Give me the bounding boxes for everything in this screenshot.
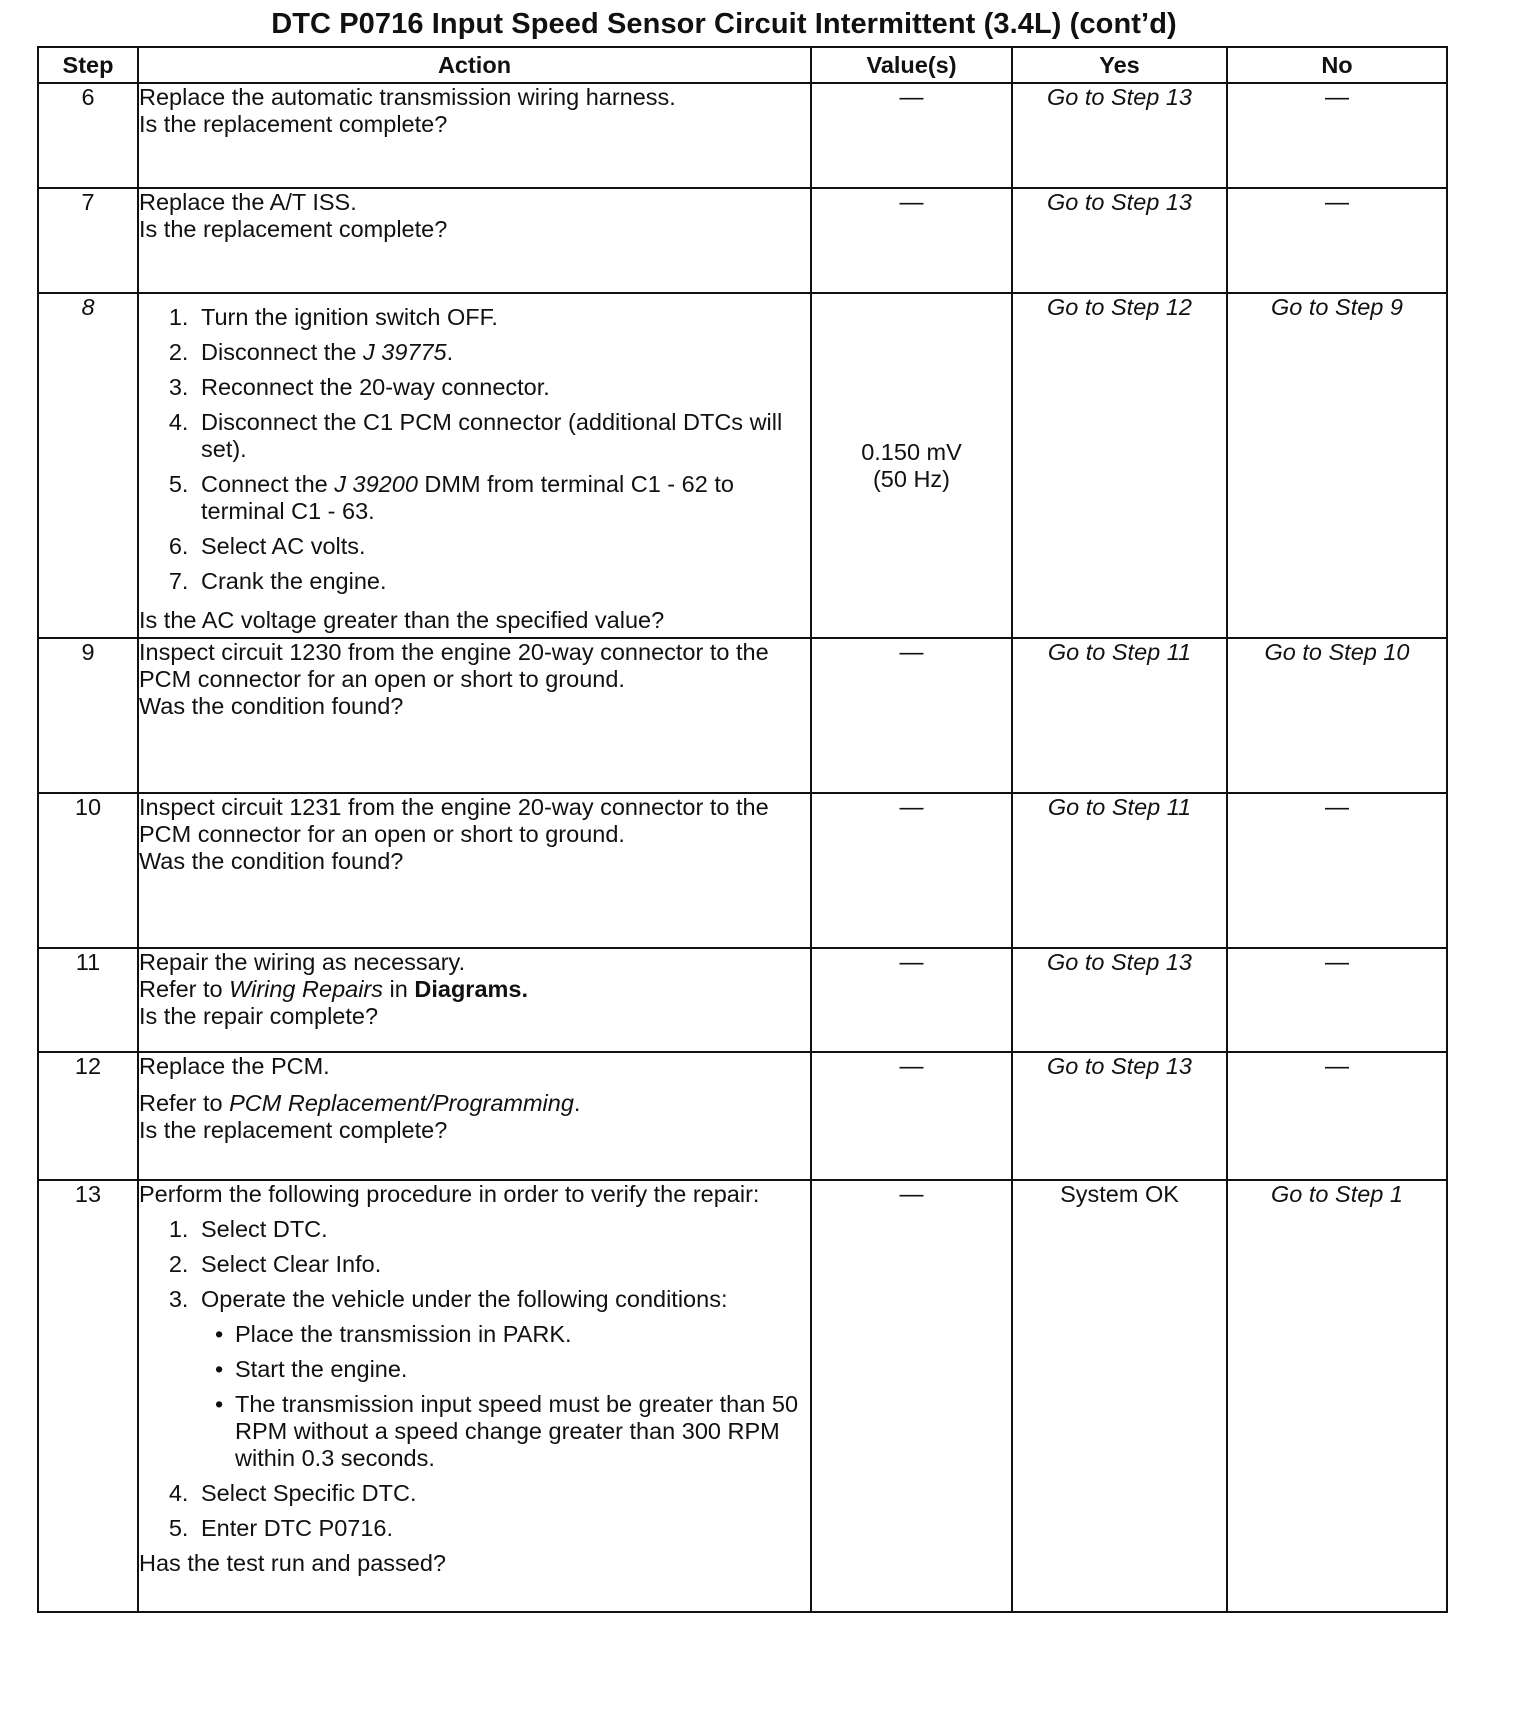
action-cell — [138, 1180, 811, 1612]
step-number: 9 — [38, 638, 138, 793]
no-cell: — — [1227, 948, 1447, 1052]
tool-name: J 39775 — [362, 339, 447, 365]
no-link[interactable]: Go to Step 1 — [1227, 1180, 1447, 1612]
header-no: No — [1227, 47, 1447, 83]
reference-mid: in — [383, 976, 415, 1002]
action-question: Is the replacement complete? — [139, 111, 448, 137]
procedure-list — [139, 1216, 810, 1542]
table-row — [38, 793, 1447, 948]
table-header-row — [38, 47, 1447, 83]
value-cell: — — [811, 1180, 1012, 1612]
list-item: 3. Reconnect the 20-way connector. — [195, 374, 810, 401]
bullet-item: • Start the engine. — [215, 1356, 810, 1383]
table-row — [38, 1180, 1447, 1612]
yes-link[interactable]: Go to Step 13 — [1012, 1052, 1227, 1180]
no-cell: — — [1227, 188, 1447, 293]
list-item: 4. Disconnect the C1 PCM connector (additional DTCs will set). — [195, 409, 810, 463]
value-cell: — — [811, 1052, 1012, 1180]
reference-title: Wiring Repairs — [229, 976, 384, 1002]
list-item: 5. Enter DTC P0716. — [195, 1515, 810, 1542]
list-item: 2. Select Clear Info. — [195, 1251, 810, 1278]
no-cell: — — [1227, 793, 1447, 948]
table-row — [38, 293, 1447, 638]
action-question: Is the repair complete? — [139, 1003, 379, 1029]
action-cell — [138, 1052, 811, 1180]
action-question: Is the replacement complete? — [139, 216, 448, 242]
value-cell — [811, 293, 1012, 638]
step-number: 12 — [38, 1052, 138, 1180]
reference-prefix: Refer to — [139, 1090, 230, 1116]
action-question: Is the replacement complete? — [139, 1117, 448, 1143]
list-item: 2. Disconnect the J 39775. — [195, 339, 810, 366]
action-cell — [138, 188, 811, 293]
reference-suffix: . — [573, 1090, 581, 1116]
action-text: Inspect circuit 1231 from the engine 20-way connector to the PCM connector for an open or short to ground. — [139, 794, 769, 847]
yes-link[interactable]: Go to Step 13 — [1012, 83, 1227, 188]
action-reference — [139, 1090, 810, 1117]
action-text: Replace the PCM. — [139, 1053, 330, 1079]
list-item — [195, 471, 810, 525]
conditions-list — [201, 1321, 810, 1472]
header-step: Step — [38, 47, 138, 83]
list-item-text: DMM from terminal C1 - 62 to terminal C1 - 63. — [201, 471, 734, 524]
yes-result[interactable]: System OK — [1012, 1180, 1227, 1612]
step-number: 13 — [38, 1180, 138, 1612]
no-cell: — — [1227, 83, 1447, 188]
page-title: DTC P0716 Input Speed Sensor Circuit Intermittent (3.4L) (cont’d) — [271, 8, 1177, 40]
no-link[interactable]: Go to Step 10 — [1227, 638, 1447, 793]
action-question: Was the condition found? — [139, 693, 404, 719]
header-values: Value(s) — [811, 47, 1012, 83]
step-number: 11 — [38, 948, 138, 1052]
action-cell — [138, 793, 811, 948]
header-yes: Yes — [1012, 47, 1227, 83]
action-text: Replace the A/T ISS. — [139, 189, 357, 215]
action-text: Inspect circuit 1230 from the engine 20-way connector to the PCM connector for an open or short to ground. — [139, 639, 769, 692]
action-cell — [138, 638, 811, 793]
table-row — [38, 1052, 1447, 1180]
action-cell — [138, 293, 811, 638]
action-cell — [138, 948, 811, 1052]
list-item — [195, 1286, 810, 1472]
action-reference — [139, 976, 810, 1003]
action-question: Has the test run and passed? — [139, 1550, 447, 1576]
diagnostic-table — [37, 46, 1448, 1613]
reference-title: PCM Replacement/Programming — [229, 1090, 574, 1116]
action-question: Is the AC voltage greater than the specified value? — [139, 607, 665, 633]
list-item: 1. Select DTC. — [195, 1216, 810, 1243]
step-number: 6 — [38, 83, 138, 188]
value-cell: — — [811, 638, 1012, 793]
list-item: 7. Crank the engine. — [195, 568, 810, 595]
list-item: 6. Select AC volts. — [195, 533, 810, 560]
step-number: 10 — [38, 793, 138, 948]
reference-prefix: Refer to — [139, 976, 230, 1002]
no-cell: — — [1227, 1052, 1447, 1180]
list-item-text: Operate the vehicle under the following conditions: — [201, 1286, 728, 1312]
value-cell: — — [811, 793, 1012, 948]
step-number: 7 — [38, 188, 138, 293]
reference-section: Diagrams. — [414, 976, 529, 1002]
yes-link[interactable]: Go to Step 13 — [1012, 948, 1227, 1052]
value-cell: — — [811, 83, 1012, 188]
procedure-list — [139, 304, 810, 603]
list-item-text: Disconnect the — [201, 339, 363, 365]
bullet-item: • Place the transmission in PARK. — [215, 1321, 810, 1348]
yes-link[interactable]: Go to Step 11 — [1012, 793, 1227, 948]
action-text: Replace the automatic transmission wiring harness. — [139, 84, 676, 110]
action-text: Repair the wiring as necessary. — [139, 949, 466, 975]
list-item: 1. Turn the ignition switch OFF. — [195, 304, 810, 331]
yes-link[interactable]: Go to Step 11 — [1012, 638, 1227, 793]
table-row — [38, 948, 1447, 1052]
table-row — [38, 188, 1447, 293]
action-text: Perform the following procedure in order to verify the repair: — [139, 1181, 760, 1207]
bullet-item: • The transmission input speed must be greater than 50 RPM without a speed change greater than 300 RPM within 0.3 seconds. — [215, 1391, 810, 1472]
list-item-text: Connect the — [201, 471, 335, 497]
action-question: Was the condition found? — [139, 848, 404, 874]
step-number: 8 — [38, 293, 138, 638]
yes-link[interactable]: Go to Step 12 — [1012, 293, 1227, 638]
header-action: Action — [138, 47, 811, 83]
yes-link[interactable]: Go to Step 13 — [1012, 188, 1227, 293]
value-voltage: 0.150 mV — [861, 439, 962, 465]
value-cell: — — [811, 188, 1012, 293]
action-cell — [138, 83, 811, 188]
no-link[interactable]: Go to Step 9 — [1227, 293, 1447, 638]
value-cell: — — [811, 948, 1012, 1052]
value-frequency: (50 Hz) — [872, 466, 951, 492]
table-row — [38, 638, 1447, 793]
tool-name: J 39200 — [334, 471, 418, 497]
table-row — [38, 83, 1447, 188]
list-item: 4. Select Specific DTC. — [195, 1480, 810, 1507]
